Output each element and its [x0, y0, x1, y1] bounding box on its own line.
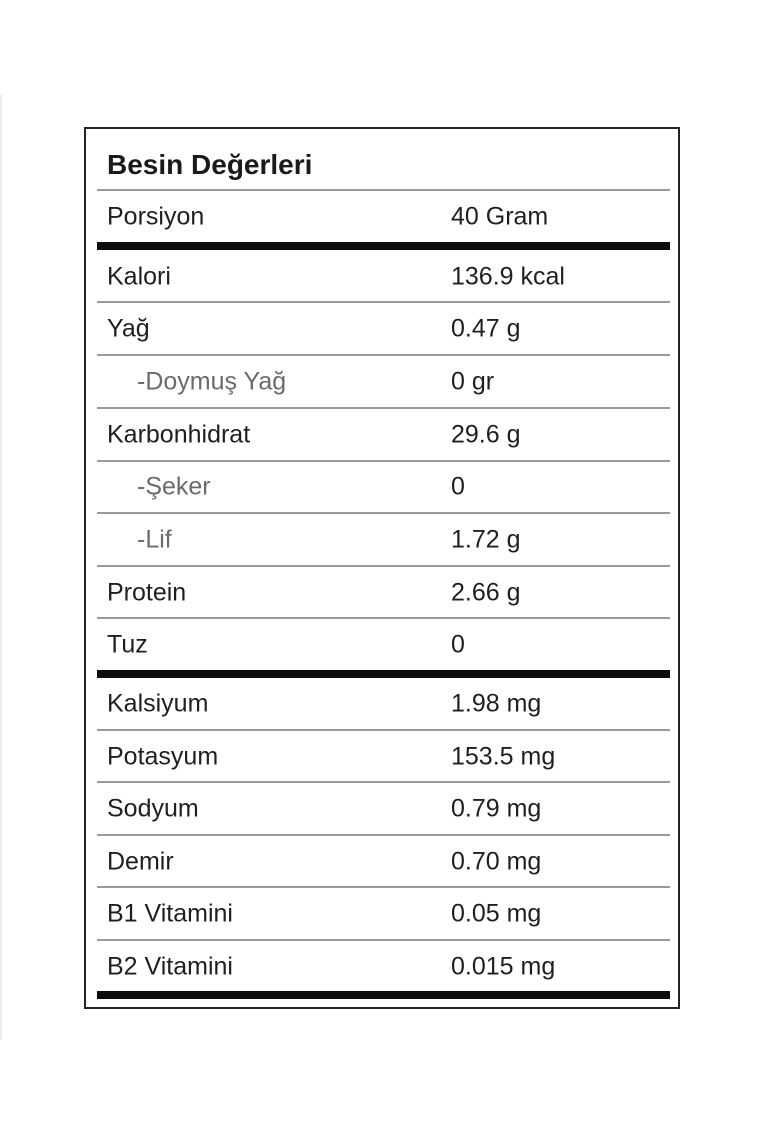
divider — [97, 729, 670, 731]
mineral-value: 1.98 mg — [451, 689, 542, 718]
thick-divider — [97, 991, 670, 999]
divider — [97, 834, 670, 836]
mineral-row — [97, 837, 670, 887]
mineral-label: Demir — [107, 847, 174, 876]
divider — [97, 886, 670, 888]
nutrient-value: 29.6 g — [451, 420, 521, 449]
divider — [97, 512, 670, 514]
mineral-row — [97, 889, 670, 939]
divider — [97, 189, 670, 191]
thick-divider — [97, 242, 670, 250]
divider — [97, 565, 670, 567]
nutrient-value: 1.72 g — [451, 525, 521, 554]
nutrient-sub-row — [97, 462, 670, 512]
mineral-row — [97, 732, 670, 782]
nutrient-value: 2.66 g — [451, 578, 521, 607]
nutrient-value: 0 — [451, 472, 465, 501]
nutrient-value: 136.9 kcal — [451, 262, 565, 291]
divider — [97, 301, 670, 303]
nutrient-value: 0.47 g — [451, 314, 521, 343]
mineral-label: Kalsiyum — [107, 689, 209, 718]
divider — [97, 354, 670, 356]
nutrition-facts-table — [84, 127, 680, 1009]
nutrient-sub-row — [97, 357, 670, 407]
mineral-value: 0.015 mg — [451, 952, 556, 981]
mineral-row — [97, 942, 670, 992]
divider — [97, 939, 670, 941]
mineral-value: 0.05 mg — [451, 899, 542, 928]
nutrient-row — [97, 252, 670, 302]
mineral-label: Potasyum — [107, 742, 219, 771]
nutrient-label: Protein — [107, 578, 187, 607]
thick-divider — [97, 670, 670, 678]
mineral-label: B1 Vitamini — [107, 899, 233, 928]
nutrient-label: Karbonhidrat — [107, 420, 251, 449]
nutrient-row — [97, 304, 670, 354]
divider — [97, 617, 670, 619]
mineral-row — [97, 679, 670, 729]
mineral-row — [97, 784, 670, 834]
page-left-edge — [0, 95, 2, 1040]
nutrient-value: 0 — [451, 630, 465, 659]
nutrient-label: Yağ — [107, 314, 150, 343]
nutrient-label: Kalori — [107, 262, 171, 291]
mineral-label: Sodyum — [107, 794, 199, 823]
nutrient-label: -Lif — [137, 525, 172, 554]
nutrient-row — [97, 410, 670, 460]
nutrient-label: -Doymuş Yağ — [137, 367, 287, 396]
nutrient-sub-row — [97, 515, 670, 565]
serving-value: 40 Gram — [451, 202, 549, 231]
serving-row — [97, 192, 670, 242]
nutrient-label: -Şeker — [137, 472, 211, 501]
divider — [97, 407, 670, 409]
divider — [97, 781, 670, 783]
mineral-value: 0.79 mg — [451, 794, 542, 823]
table-title: Besin Değerleri — [107, 149, 313, 180]
nutrient-label: Tuz — [107, 630, 148, 659]
mineral-value: 0.70 mg — [451, 847, 542, 876]
mineral-label: B2 Vitamini — [107, 952, 233, 981]
serving-label: Porsiyon — [107, 202, 205, 231]
mineral-value: 153.5 mg — [451, 742, 556, 771]
nutrient-row — [97, 568, 670, 618]
nutrient-value: 0 gr — [451, 367, 495, 396]
nutrient-row — [97, 620, 670, 670]
